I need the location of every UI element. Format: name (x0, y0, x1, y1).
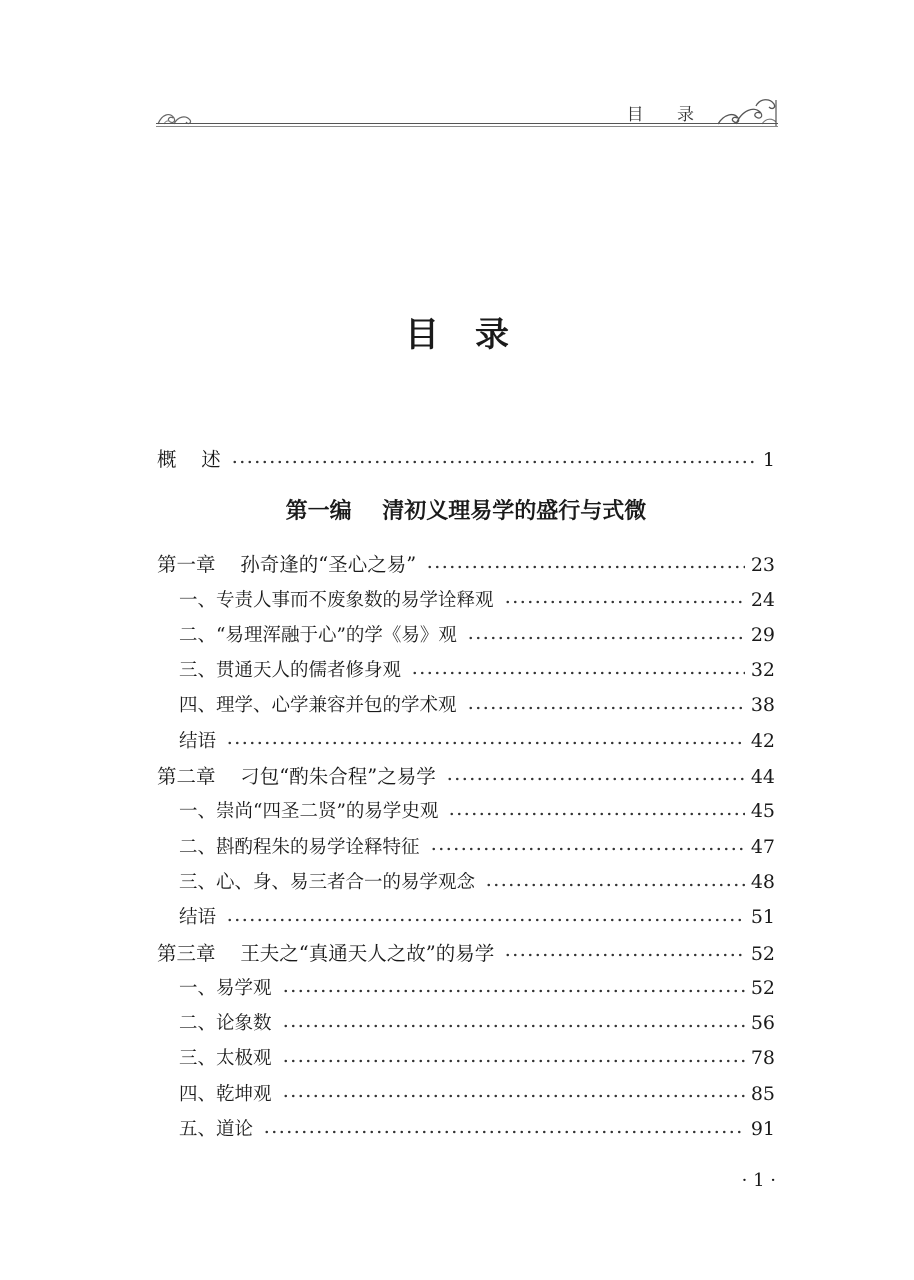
toc-entry-label: 四、理学、心学兼容并包的学术观 (179, 695, 457, 717)
toc-page-number: 42 (750, 729, 775, 752)
header-title: 目 录 (626, 105, 708, 125)
toc-entry (157, 583, 775, 618)
toc-page-number: 85 (750, 1082, 775, 1105)
toc-entry-label: 结语 (179, 907, 217, 929)
toc-entry (157, 688, 775, 723)
toc-entry-label: 四、乾坤观 (179, 1083, 272, 1105)
toc-dot-leader (426, 564, 745, 570)
toc-entry-label: 三、太极观 (179, 1048, 272, 1070)
toc-dot-leader (485, 882, 745, 888)
toc-entry-label: 五、道论 (179, 1119, 254, 1141)
toc-entry (157, 900, 775, 935)
toc-page-number: 32 (750, 659, 775, 682)
toc-entry (157, 971, 775, 1006)
table-of-contents (157, 442, 775, 1147)
toc-entry-label: 第一编 清初义理易学的盛行与式微 (285, 499, 647, 525)
toc-entry-label: 二、论象数 (179, 1013, 272, 1035)
toc-page-number: 24 (750, 588, 775, 611)
toc-entry (157, 653, 775, 688)
toc-entry-label: 一、易学观 (179, 977, 272, 999)
toc-dot-leader (231, 459, 757, 465)
toc-part-heading (157, 477, 775, 547)
toc-page-number: 44 (750, 766, 775, 789)
toc-entry (157, 1006, 775, 1041)
page-title: 目录 (405, 315, 545, 355)
toc-entry (157, 759, 775, 794)
toc-entry-label: 三、心、身、易三者合一的易学观念 (179, 871, 476, 893)
cloud-ornament-right-icon (716, 96, 778, 126)
toc-entry-label: 一、专责人事而不废象数的易学诠释观 (179, 589, 494, 611)
toc-entry-label: 一、崇尚“四圣二贤”的易学史观 (179, 801, 439, 823)
toc-page-number: 56 (750, 1012, 775, 1035)
toc-dot-leader (504, 952, 745, 958)
toc-dot-leader (226, 740, 745, 746)
header-rule-thin (156, 126, 778, 127)
toc-page-number: 52 (750, 976, 775, 999)
toc-dot-leader (282, 1058, 745, 1064)
toc-entry (157, 830, 775, 865)
toc-entry-label: 三、贯通天人的儒者修身观 (179, 660, 402, 682)
toc-entry-label: 结语 (179, 730, 217, 752)
toc-page-number: 45 (750, 800, 775, 823)
toc-entry (157, 936, 775, 971)
toc-entry-label: 第二章 刁包“酌朱合程”之易学 (157, 765, 436, 789)
toc-dot-leader (467, 635, 745, 641)
toc-dot-leader (282, 988, 745, 994)
toc-page-number: 38 (750, 694, 775, 717)
toc-entry (157, 1041, 775, 1076)
toc-page-number: 91 (750, 1118, 775, 1141)
toc-dot-leader (504, 599, 745, 605)
toc-entry (157, 865, 775, 900)
toc-dot-leader (467, 705, 745, 711)
toc-entry (157, 1077, 775, 1112)
toc-page-number: 23 (750, 554, 775, 577)
toc-dot-leader (282, 1023, 745, 1029)
toc-page-number: 51 (750, 906, 775, 929)
toc-entry (157, 442, 775, 477)
toc-dot-leader (411, 670, 745, 676)
running-header (156, 96, 778, 128)
toc-page-number: 48 (750, 870, 775, 893)
page-number: · 1 · (741, 1170, 776, 1191)
toc-dot-leader (263, 1129, 745, 1135)
toc-page-number: 78 (750, 1047, 775, 1070)
toc-entry (157, 1112, 775, 1147)
toc-entry-label: 二、斟酌程朱的易学诠释特征 (179, 836, 420, 858)
toc-dot-leader (448, 811, 744, 817)
toc-page-number: 1 (762, 449, 775, 471)
toc-dot-leader (446, 776, 745, 782)
header-rule (156, 123, 778, 124)
toc-entry-label: 概 述 (157, 448, 221, 471)
toc-dot-leader (226, 917, 745, 923)
toc-dot-leader (430, 846, 745, 852)
toc-entry-label: 二、“易理浑融于心”的学《易》观 (179, 624, 457, 646)
toc-entry (157, 724, 775, 759)
toc-page-number: 52 (750, 942, 775, 965)
toc-page-number: 29 (750, 623, 775, 646)
toc-entry-label: 第三章 王夫之“真通天人之故”的易学 (157, 941, 495, 965)
toc-dot-leader (282, 1093, 745, 1099)
toc-entry (157, 547, 775, 582)
toc-page-number: 47 (750, 835, 775, 858)
toc-entry (157, 794, 775, 829)
toc-entry (157, 618, 775, 653)
toc-entry-label: 第一章 孙奇逢的“圣心之易” (157, 553, 417, 577)
